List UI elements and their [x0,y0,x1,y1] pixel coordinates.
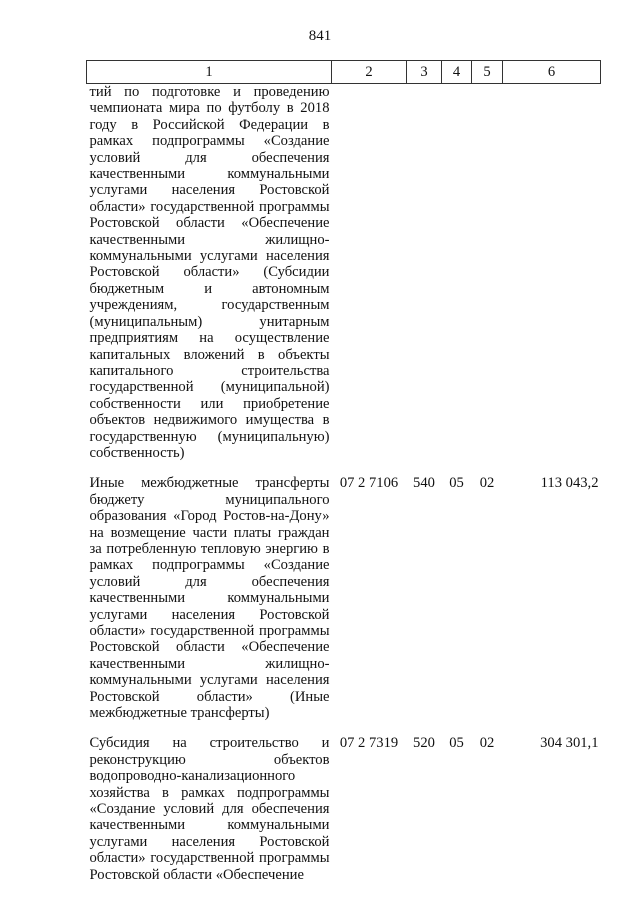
row-subsection [472,84,503,462]
table-row [87,475,601,721]
row-section [442,84,472,462]
header-row [87,61,601,84]
table-body [87,84,601,884]
row-spacer [87,461,601,475]
row-description: Субсидия на строительство и реконструкцию объектов водопроводно-канализационного хозяйства в рамках подпрограммы «Создание условий для обеспечения качественными коммунальными услугами населения Ростовской области» государственной программы Ростовской области «Обеспечение [89,735,330,883]
row-target-code [332,84,407,462]
row-amount: 113 043,2 [540,475,599,492]
row-description: Иные межбюджетные трансферты бюджету муниципального образования «Город Ростов-на-Дону» на возмещение части платы граждан за потребленную тепловую энергию в рамках подпрограммы «Создание условий для обеспечения качественными коммунальными услугами населения Ростовской области» государственной программы Ростовской области «Обеспечение качественными жилищно-коммунальными услугами населения Ростовской области» (Иные межбюджетные трансферты) [89,475,330,722]
row-subsection: 02 [479,475,495,492]
row-target-code: 07 2 7106 [339,475,399,492]
table-row [87,735,601,883]
table-header [87,61,601,84]
row-section: 05 [449,735,464,752]
column-header-6: 6 [503,61,601,84]
column-header-1: 1 [87,61,332,84]
column-header-5: 5 [472,61,503,84]
row-target-code: 07 2 7319 [339,735,399,752]
row-expense-type: 540 [413,475,435,492]
column-header-4: 4 [442,61,472,84]
page-number: 841 [308,28,332,44]
row-description: тий по подготовке и проведению чемпионата мира по футболу в 2018 году в Российской Федерации в рамках подпрограммы «Создание условий для обеспечения качественными коммунальными услугами населения Ростовской области» государственной программы Ростовской области «Обеспечение качественными жилищно-коммунальными услугами населения Ростовской области» (Субсидии бюджетным и автономным учреждениям, государственным (муниципальным) унитарным предприятиям на осуществление капитальных вложений в объекты капитального строительства государственной (муниципальной) собственности или приобретение объектов недвижимого имущества в государственную (муниципальную) собственность) [89,84,330,461]
row-amount [503,84,601,462]
budget-table [86,60,601,883]
column-header-3: 3 [407,61,442,84]
row-subsection: 02 [479,735,495,752]
row-spacer [87,721,601,735]
row-expense-type: 520 [413,735,435,752]
column-header-2: 2 [332,61,407,84]
table-row [87,84,601,462]
row-expense-type [407,84,442,462]
row-section: 05 [449,475,464,492]
row-amount: 304 301,1 [540,735,599,752]
